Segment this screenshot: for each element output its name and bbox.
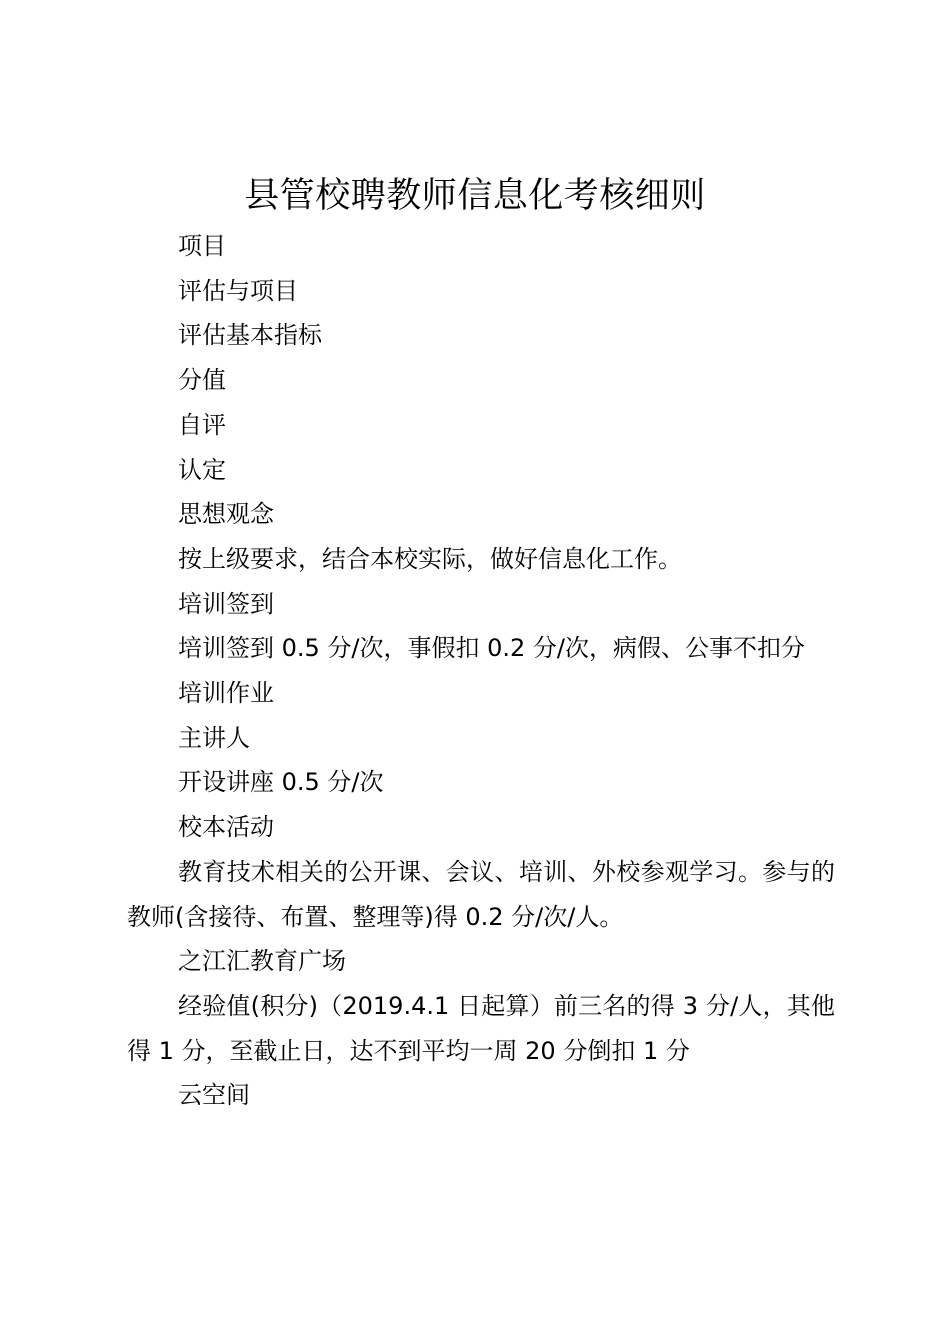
paragraph-ideology: 思想观念 [178, 500, 274, 529]
paragraph-basic-indicator: 评估基本指标 [178, 321, 322, 350]
paragraph-training-homework: 培训作业 [178, 679, 274, 708]
paragraph-evaluation-item: 评估与项目 [178, 276, 298, 305]
document-title: 县管校聘教师信息化考核细则 [244, 176, 706, 216]
paragraph-item: 项目 [178, 232, 226, 260]
paragraph-score-value: 分值 [178, 366, 226, 395]
paragraph-speaker-rule: 开设讲座 0.5 分/次 [178, 768, 384, 797]
paragraph-school-activity-rule: 教育技术相关的公开课、会议、培训、外校参观学习。参与的教师(含接待、布置、整理等)得 0.2 分/次/人。 [127, 857, 835, 931]
document-body [127, 224, 835, 1118]
paragraph-cloud-space: 云空间 [178, 1081, 250, 1110]
paragraph-zhijianghui-rule: 经验值(积分)（2019.4.1 日起算）前三名的得 3 分/人，其他得 1 分，至截止日，达不到平均一周 20 分倒扣 1 分 [127, 991, 835, 1065]
paragraph-zhijianghui: 之江汇教育广场 [178, 947, 346, 976]
paragraph-speaker: 主讲人 [178, 723, 250, 752]
paragraph-recognition: 认定 [178, 455, 226, 484]
paragraph-training-signin: 培训签到 [178, 589, 274, 618]
paragraph-school-activity: 校本活动 [178, 813, 274, 842]
paragraph-ideology-rule: 按上级要求，结合本校实际，做好信息化工作。 [178, 544, 682, 573]
paragraph-self-evaluation: 自评 [178, 410, 226, 439]
paragraph-training-signin-rule: 培训签到 0.5 分/次，事假扣 0.2 分/次，病假、公事不扣分 [178, 634, 806, 663]
